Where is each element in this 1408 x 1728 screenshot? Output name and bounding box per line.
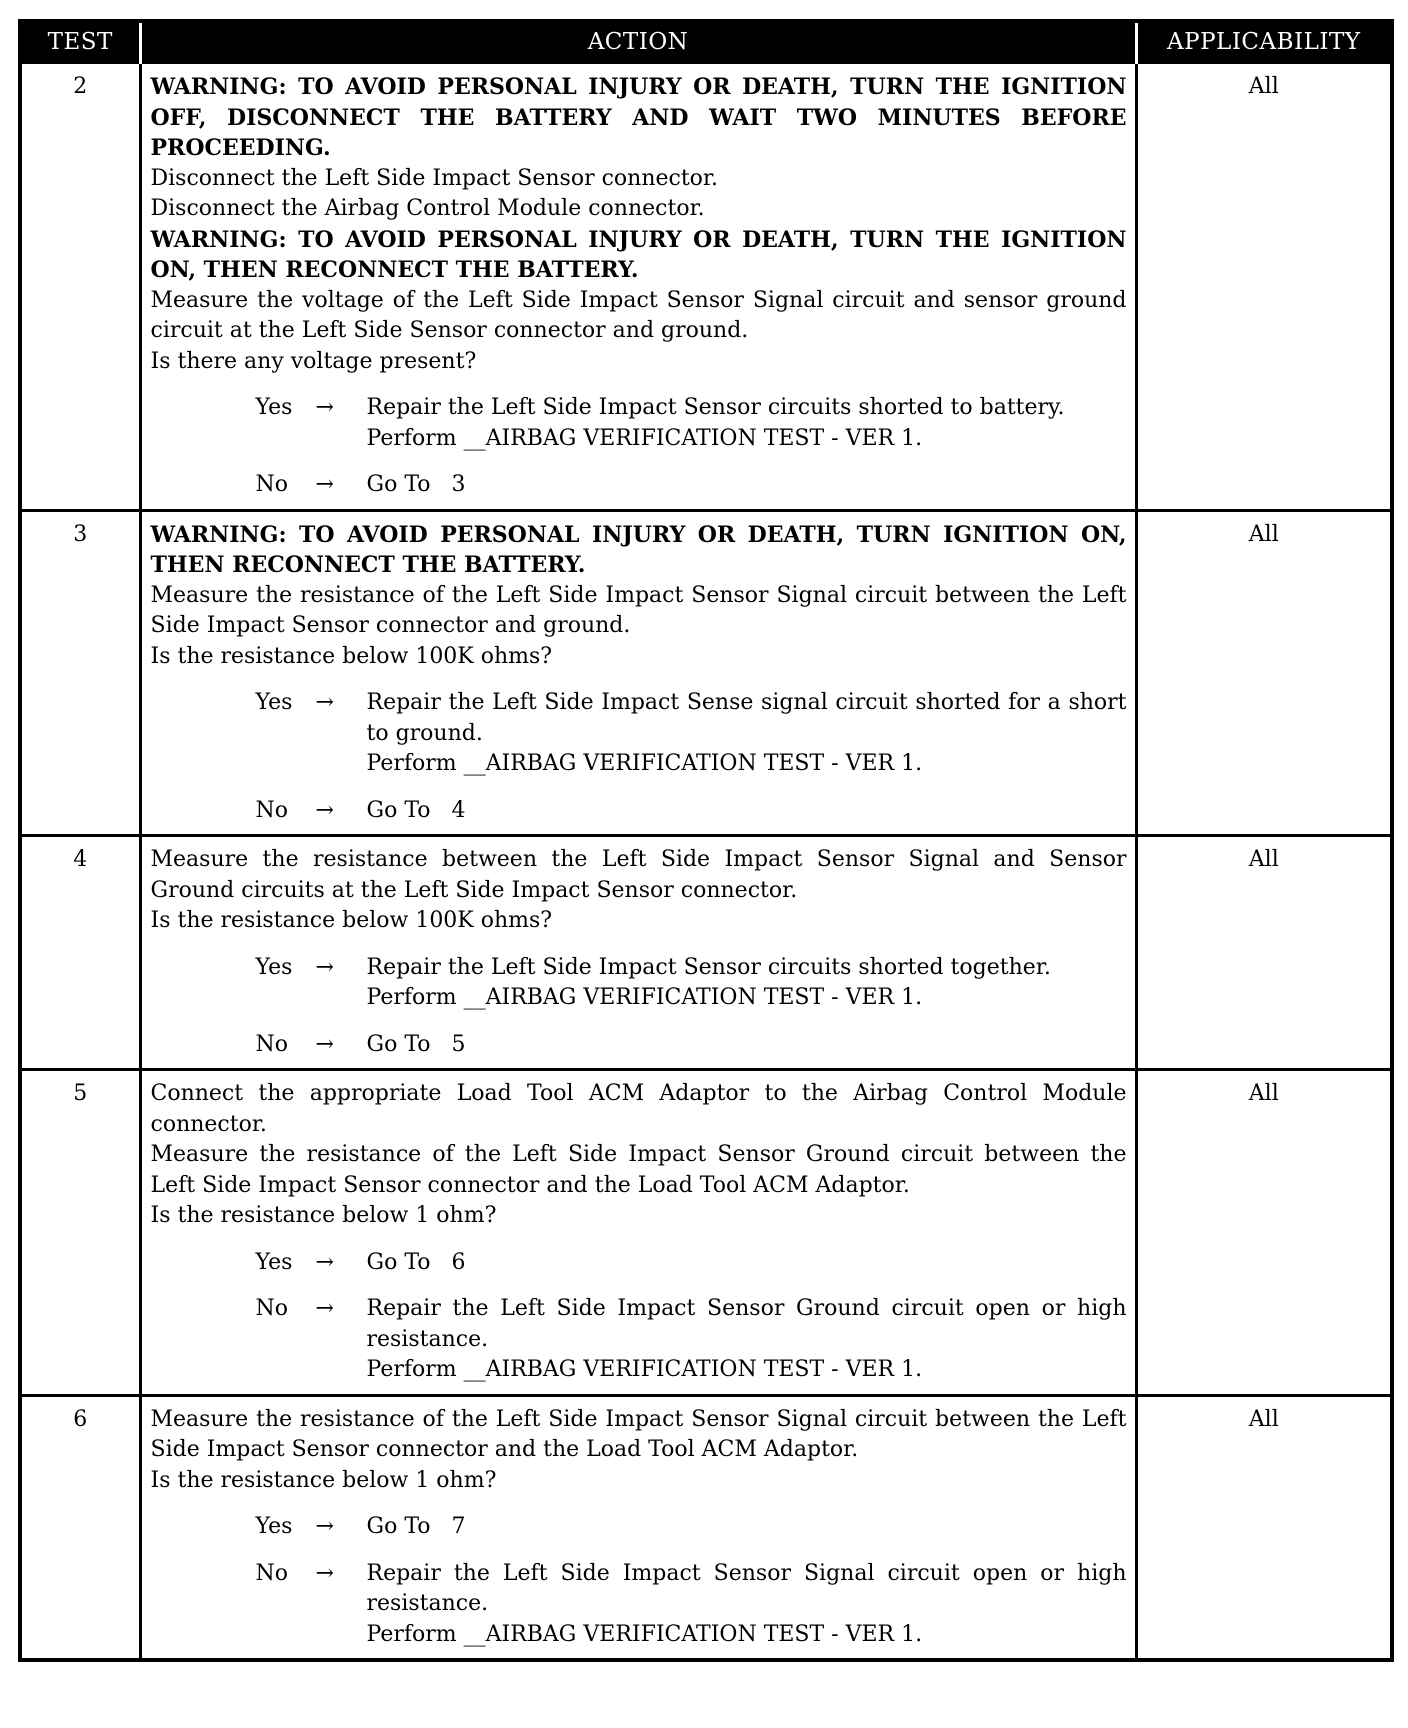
answer-line: Go To 4 xyxy=(366,797,466,823)
test-row xyxy=(20,510,1392,836)
instruction-text: Is there any voltage present? xyxy=(150,348,477,374)
answer-no xyxy=(151,1294,1134,1386)
answer-line: Repair the Left Side Impact Sensor circuits shorted together. xyxy=(366,954,1051,980)
action-cell xyxy=(140,836,1136,1070)
instruction-text: Measure the resistance of the Left Side Impact Sensor Ground circuit between the Left Side Impact Sensor connector and the Load Tool ACM Adaptor. xyxy=(150,1142,1127,1198)
answers xyxy=(151,1512,1134,1650)
answers xyxy=(151,1248,1134,1386)
answer-no xyxy=(151,1559,1134,1651)
answer-line: Perform __AIRBAG VERIFICATION TEST - VER 1. xyxy=(366,985,923,1010)
applicability-value: All xyxy=(1136,510,1392,836)
answers xyxy=(151,393,1127,501)
instruction-text: Is the resistance below 1 ohm? xyxy=(150,1203,497,1228)
table-header xyxy=(20,21,1392,63)
test-number: 4 xyxy=(20,836,140,1070)
diagnostic-page xyxy=(18,19,1390,1662)
answer-label: Yes xyxy=(255,395,293,420)
action-cell xyxy=(140,1395,1136,1660)
arrow-right-icon: → xyxy=(315,1560,334,1586)
answer-yes xyxy=(151,688,1134,780)
answer-line: Perform __AIRBAG VERIFICATION TEST - VER 1. xyxy=(366,1357,923,1382)
answer-label: Yes xyxy=(255,690,293,715)
arrow-right-icon: → xyxy=(315,472,334,497)
answer-yes xyxy=(151,953,1127,1014)
instruction-text: Connect the appropriate Load Tool ACM Adaptor to the Airbag Control Module connector. xyxy=(150,1081,1127,1137)
answer-label: No xyxy=(255,1296,288,1321)
header-test: TEST xyxy=(20,21,140,63)
test-number: 6 xyxy=(20,1395,140,1660)
instruction-text: Measure the resistance of the Left Side Impact Sensor Signal circuit between the Left Side Impact Sensor connector and the Load Tool ACM Adaptor. xyxy=(150,1406,1127,1462)
answer-line: Perform __AIRBAG VERIFICATION TEST - VER 1. xyxy=(366,751,923,776)
answer-no xyxy=(151,1030,1127,1061)
action-cell xyxy=(140,63,1136,511)
answer-body xyxy=(366,1294,1134,1386)
answer-body xyxy=(366,1559,1134,1651)
answer-body xyxy=(367,796,1127,827)
arrow-right-icon: → xyxy=(315,797,334,823)
instruction-text: Disconnect the Airbag Control Module connector. xyxy=(150,196,705,221)
answer-line: Go To 6 xyxy=(366,1249,466,1275)
test-row xyxy=(20,1070,1392,1396)
answer-body xyxy=(367,470,1127,501)
warning-text: WARNING: TO AVOID PERSONAL INJURY OR DEATH, TURN IGNITION ON, THEN RECONNECT THE BATTERY. xyxy=(150,521,1127,578)
answer-line: Go To 3 xyxy=(366,472,466,497)
instruction-text: Disconnect the Left Side Impact Sensor connector. xyxy=(150,165,719,191)
answer-yes xyxy=(151,393,1127,454)
arrow-right-icon: → xyxy=(315,1514,334,1539)
action-cell xyxy=(140,510,1136,836)
warning-text: WARNING: TO AVOID PERSONAL INJURY OR DEATH, TURN THE IGNITION OFF, DISCONNECT THE BATTERY AND WAIT TWO MINUTES BEFORE PROCEEDING. xyxy=(150,74,1127,161)
arrow-right-icon: → xyxy=(315,1296,334,1321)
answers xyxy=(151,688,1134,826)
applicability-value: All xyxy=(1136,1395,1392,1660)
answers xyxy=(151,953,1127,1061)
answer-label: No xyxy=(255,472,288,497)
instruction-text: Is the resistance below 1 ohm? xyxy=(150,1467,497,1493)
answer-body xyxy=(367,393,1127,454)
warning-text: WARNING: TO AVOID PERSONAL INJURY OR DEATH, TURN THE IGNITION ON, THEN RECONNECT THE BATTERY. xyxy=(150,226,1127,283)
answer-label: Yes xyxy=(255,1514,293,1539)
arrow-right-icon: → xyxy=(315,1249,334,1275)
answer-no xyxy=(151,796,1127,827)
answer-label: Yes xyxy=(255,1249,293,1275)
answer-label: No xyxy=(255,1031,288,1057)
test-row xyxy=(20,1395,1392,1660)
answer-body xyxy=(367,1030,1127,1061)
answer-line: Perform __AIRBAG VERIFICATION TEST - VER 1. xyxy=(366,425,923,451)
table-body xyxy=(20,63,1392,1661)
header-row xyxy=(20,21,1392,63)
answer-no xyxy=(151,470,1127,501)
applicability-value: All xyxy=(1136,1070,1392,1396)
answer-label: No xyxy=(255,797,288,823)
answer-line: Repair the Left Side Impact Sense signal circuit shorted for a short to ground. xyxy=(366,690,1134,746)
answer-line: Repair the Left Side Impact Sensor Ground circuit open or high resistance. xyxy=(366,1296,1134,1352)
arrow-right-icon: → xyxy=(315,395,334,420)
answer-line: Repair the Left Side Impact Sensor circuits shorted to battery. xyxy=(366,395,1065,420)
test-number: 3 xyxy=(20,510,140,836)
instruction-text: Is the resistance below 100K ohms? xyxy=(150,643,553,669)
answer-body xyxy=(367,953,1127,1014)
arrow-right-icon: → xyxy=(315,954,334,980)
instruction-text: Is the resistance below 100K ohms? xyxy=(150,908,553,933)
answer-body xyxy=(367,1512,1127,1543)
instruction-text: Measure the resistance of the Left Side Impact Sensor Signal circuit between the Left Side Impact Sensor connector and ground. xyxy=(150,582,1127,638)
answer-label: No xyxy=(255,1560,288,1586)
answer-line: Go To 5 xyxy=(366,1031,466,1057)
answer-yes xyxy=(151,1512,1127,1543)
test-number: 2 xyxy=(20,63,140,511)
answer-line: Perform __AIRBAG VERIFICATION TEST - VER 1. xyxy=(366,1621,923,1647)
answer-line: Go To 7 xyxy=(366,1514,466,1539)
applicability-value: All xyxy=(1136,63,1392,511)
instruction-text: Measure the resistance between the Left Side Impact Sensor Signal and Sensor Ground circuits at the Left Side Impact Sensor connector. xyxy=(150,847,1127,903)
instruction-text: Measure the voltage of the Left Side Impact Sensor Signal circuit and sensor ground circuit at the Left Side Sensor connector and ground. xyxy=(150,287,1127,343)
answer-body xyxy=(366,688,1134,780)
applicability-value: All xyxy=(1136,836,1392,1070)
test-number: 5 xyxy=(20,1070,140,1396)
answer-body xyxy=(367,1248,1127,1279)
test-row xyxy=(20,836,1392,1070)
answer-label: Yes xyxy=(255,954,293,980)
action-cell xyxy=(140,1070,1136,1396)
diagnostic-table xyxy=(18,19,1394,1662)
answer-yes xyxy=(151,1248,1127,1279)
arrow-right-icon: → xyxy=(315,1031,334,1057)
header-applicability: APPLICABILITY xyxy=(1136,21,1392,63)
test-row xyxy=(20,63,1392,511)
header-action: ACTION xyxy=(140,21,1136,63)
arrow-right-icon: → xyxy=(315,690,334,715)
answer-line: Repair the Left Side Impact Sensor Signal circuit open or high resistance. xyxy=(366,1560,1134,1616)
